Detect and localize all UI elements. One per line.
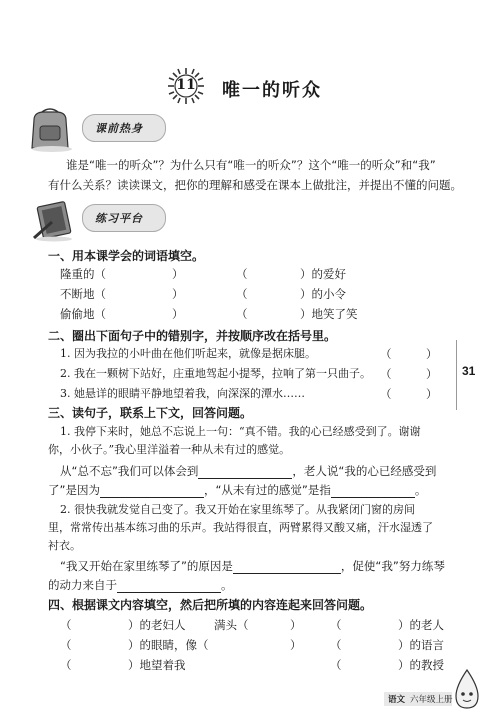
q3-answer1-line2 bbox=[48, 482, 426, 498]
q3-answer2-prompt-a: “我又开始在家里练琴了”的原因是 bbox=[60, 559, 233, 573]
q1-heading: 一、用本课学会的词语填空。 bbox=[48, 249, 205, 263]
q4-heading: 四、根据课文内容填空，然后把所填的内容连起来回答问题。 bbox=[48, 598, 373, 612]
preview-text-line1: 谁是“唯一的听众”？为什么只有“唯一的听众”？这个“唯一的听众”和“我” bbox=[66, 158, 436, 172]
q3-answer1-prompt-c: 了”是因为 bbox=[48, 483, 100, 497]
q3-answer2-line1 bbox=[60, 558, 445, 574]
q3-passage1-line1: 1. 我停下来时，她总不忘说上一句：“真不错。我的心已经感受到了。谢谢 bbox=[60, 425, 421, 438]
q2-item-paren: （ ） bbox=[380, 387, 438, 401]
q3-heading: 三、读句子，联系上下文，回答问题。 bbox=[48, 406, 253, 420]
preview-badge-label: 课前热身 bbox=[95, 122, 143, 135]
answer-blank[interactable] bbox=[233, 561, 341, 574]
q4-col-c-open: （ bbox=[330, 658, 342, 672]
q4-col-b-open: 满头（ bbox=[214, 618, 249, 632]
q3-passage1-line2: 你，小伙子。”我心里洋溢着一种从未有过的感觉。 bbox=[48, 443, 291, 456]
q4-col-a-open: （ bbox=[60, 638, 72, 652]
q1-left-text: 偷偷地（ bbox=[60, 307, 106, 321]
q4-col-a-close: ）地望着我 bbox=[128, 658, 186, 672]
q2-heading: 二、圈出下面句子中的错别字，并按顺序改在括号里。 bbox=[48, 329, 337, 343]
backpack-icon bbox=[26, 108, 76, 156]
preview-text-line2: 有什么关系？读读课文，把你的理解和感受在课本上做批注，并提出不懂的问题。 bbox=[48, 178, 462, 192]
preview-badge bbox=[82, 114, 166, 142]
q1-left-close: ） bbox=[172, 267, 184, 281]
answer-blank[interactable] bbox=[117, 580, 221, 593]
q1-left-close: ） bbox=[172, 307, 184, 321]
footer-band bbox=[384, 692, 452, 706]
q3-answer1-prompt-b: ，老人说“我的心已经感受到 bbox=[292, 464, 437, 478]
answer-blank[interactable] bbox=[331, 485, 415, 498]
lesson-badge bbox=[168, 68, 204, 104]
q2-item-text: 3. 她悬详的眼睛平静地望着我，向深深的潭水…… bbox=[60, 387, 305, 400]
q4-col-c-close: ）的老人 bbox=[398, 618, 444, 632]
q3-answer2-prompt-c: 的动力来自于 bbox=[48, 578, 117, 592]
q4-col-c-open: （ bbox=[330, 638, 342, 652]
q4-col-a-close: ）的眼睛，像（ bbox=[128, 638, 209, 652]
q3-answer1-line1 bbox=[60, 463, 436, 479]
answer-blank[interactable] bbox=[100, 485, 204, 498]
margin-rule bbox=[456, 340, 457, 410]
q4-col-c-close: ）的教授 bbox=[398, 658, 444, 672]
q3-passage2-line3: 衬衣。 bbox=[48, 539, 81, 552]
lesson-number: 11 bbox=[176, 77, 196, 93]
drop-mascot-icon bbox=[452, 668, 482, 716]
q3-answer2-prompt-b: ，促使“我”努力练琴 bbox=[340, 559, 445, 573]
q2-item-text: 1. 因为我拉的小叶曲在他们听起来，就像是据床腿。 bbox=[60, 347, 316, 360]
q1-right-open: （ bbox=[236, 267, 248, 281]
lesson-title: 唯一的听众 bbox=[222, 80, 322, 101]
q3-answer1-prompt-a: 从“总不忘”我们可以体会到 bbox=[60, 464, 199, 478]
q4-col-b-close: ） bbox=[290, 638, 302, 652]
q3-answer1-end: 。 bbox=[414, 483, 427, 497]
q2-item-paren: （ ） bbox=[380, 367, 438, 381]
practice-badge bbox=[82, 204, 166, 232]
q4-col-a-close: ）的老妇人 bbox=[128, 618, 186, 632]
q1-right-text: ）的小令 bbox=[300, 287, 346, 301]
q3-passage2-line2: 里，常常传出基本练习曲的乐声。我站得很直，两臂累得又酸又痛，汗水湿透了 bbox=[48, 521, 433, 534]
q2-item-paren: （ ） bbox=[380, 347, 438, 361]
q2-item-text: 2. 我在一颗树下站好，庄重地驾起小提琴，拉响了第一只曲子。 bbox=[60, 367, 371, 380]
q3-answer1-prompt-d: ，“从未有过的感觉”是指 bbox=[203, 483, 331, 497]
q4-col-c-open: （ bbox=[330, 618, 342, 632]
q3-answer2-line2 bbox=[48, 577, 233, 593]
footer-grade: 六年级上册 bbox=[410, 695, 453, 705]
q4-col-c-close: ）的语言 bbox=[398, 638, 444, 652]
q4-col-b-close: ） bbox=[290, 618, 302, 632]
q1-left-text: 隆重的（ bbox=[60, 267, 106, 281]
q1-right-open: （ bbox=[236, 287, 248, 301]
q1-left-text: 不断地（ bbox=[60, 287, 106, 301]
notebook-pen-icon bbox=[30, 198, 78, 246]
q4-col-a-open: （ bbox=[60, 658, 72, 672]
q3-passage2-line1: 2. 很快我就发觉自己变了。我又开始在家里练琴了。从我紧闭门窗的房间 bbox=[60, 503, 415, 516]
q3-answer2-end: 。 bbox=[221, 578, 233, 592]
q1-right-text: ）地笑了笑 bbox=[300, 307, 358, 321]
q1-right-text: ）的爱好 bbox=[300, 267, 346, 281]
q4-col-a-open: （ bbox=[60, 618, 72, 632]
page-number: 31 bbox=[462, 364, 476, 378]
practice-badge-label: 练习平台 bbox=[95, 212, 143, 225]
q1-right-open: （ bbox=[236, 307, 248, 321]
answer-blank[interactable] bbox=[198, 466, 292, 479]
q1-left-close: ） bbox=[172, 287, 184, 301]
footer-subject: 语文 bbox=[388, 695, 406, 705]
